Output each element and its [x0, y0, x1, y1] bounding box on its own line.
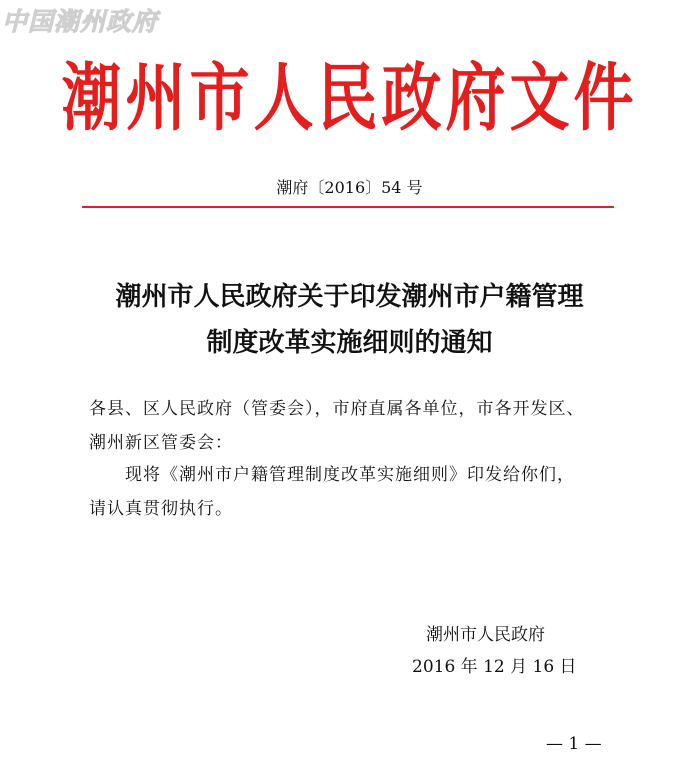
document-number: 潮府〔2016〕54 号: [276, 178, 423, 197]
watermark-logo: 中国潮州政府: [2, 7, 159, 36]
signature-organization: 潮州市人民政府: [426, 625, 545, 645]
notice-title-line-2: 制度改革实施细则的通知: [206, 328, 493, 358]
addressee-line-2: 潮州新区管委会：: [89, 433, 233, 453]
page-number: — 1 —: [546, 734, 602, 754]
notice-title-line-1: 潮州市人民政府关于印发潮州市户籍管理: [115, 282, 584, 312]
document-header-title: 潮州市人民政府文件: [61, 55, 638, 142]
body-paragraph-line-2: 请认真贯彻执行。: [89, 499, 233, 519]
addressee-line-1: 各县、区人民政府（管委会），市府直属各单位，市各开发区、: [89, 399, 585, 419]
signature-date: 2016 年 12 月 16 日: [412, 657, 577, 677]
header-divider: [82, 206, 614, 208]
body-paragraph-line-1: 现将《潮州市户籍管理制度改革实施细则》印发给你们，: [125, 465, 575, 485]
